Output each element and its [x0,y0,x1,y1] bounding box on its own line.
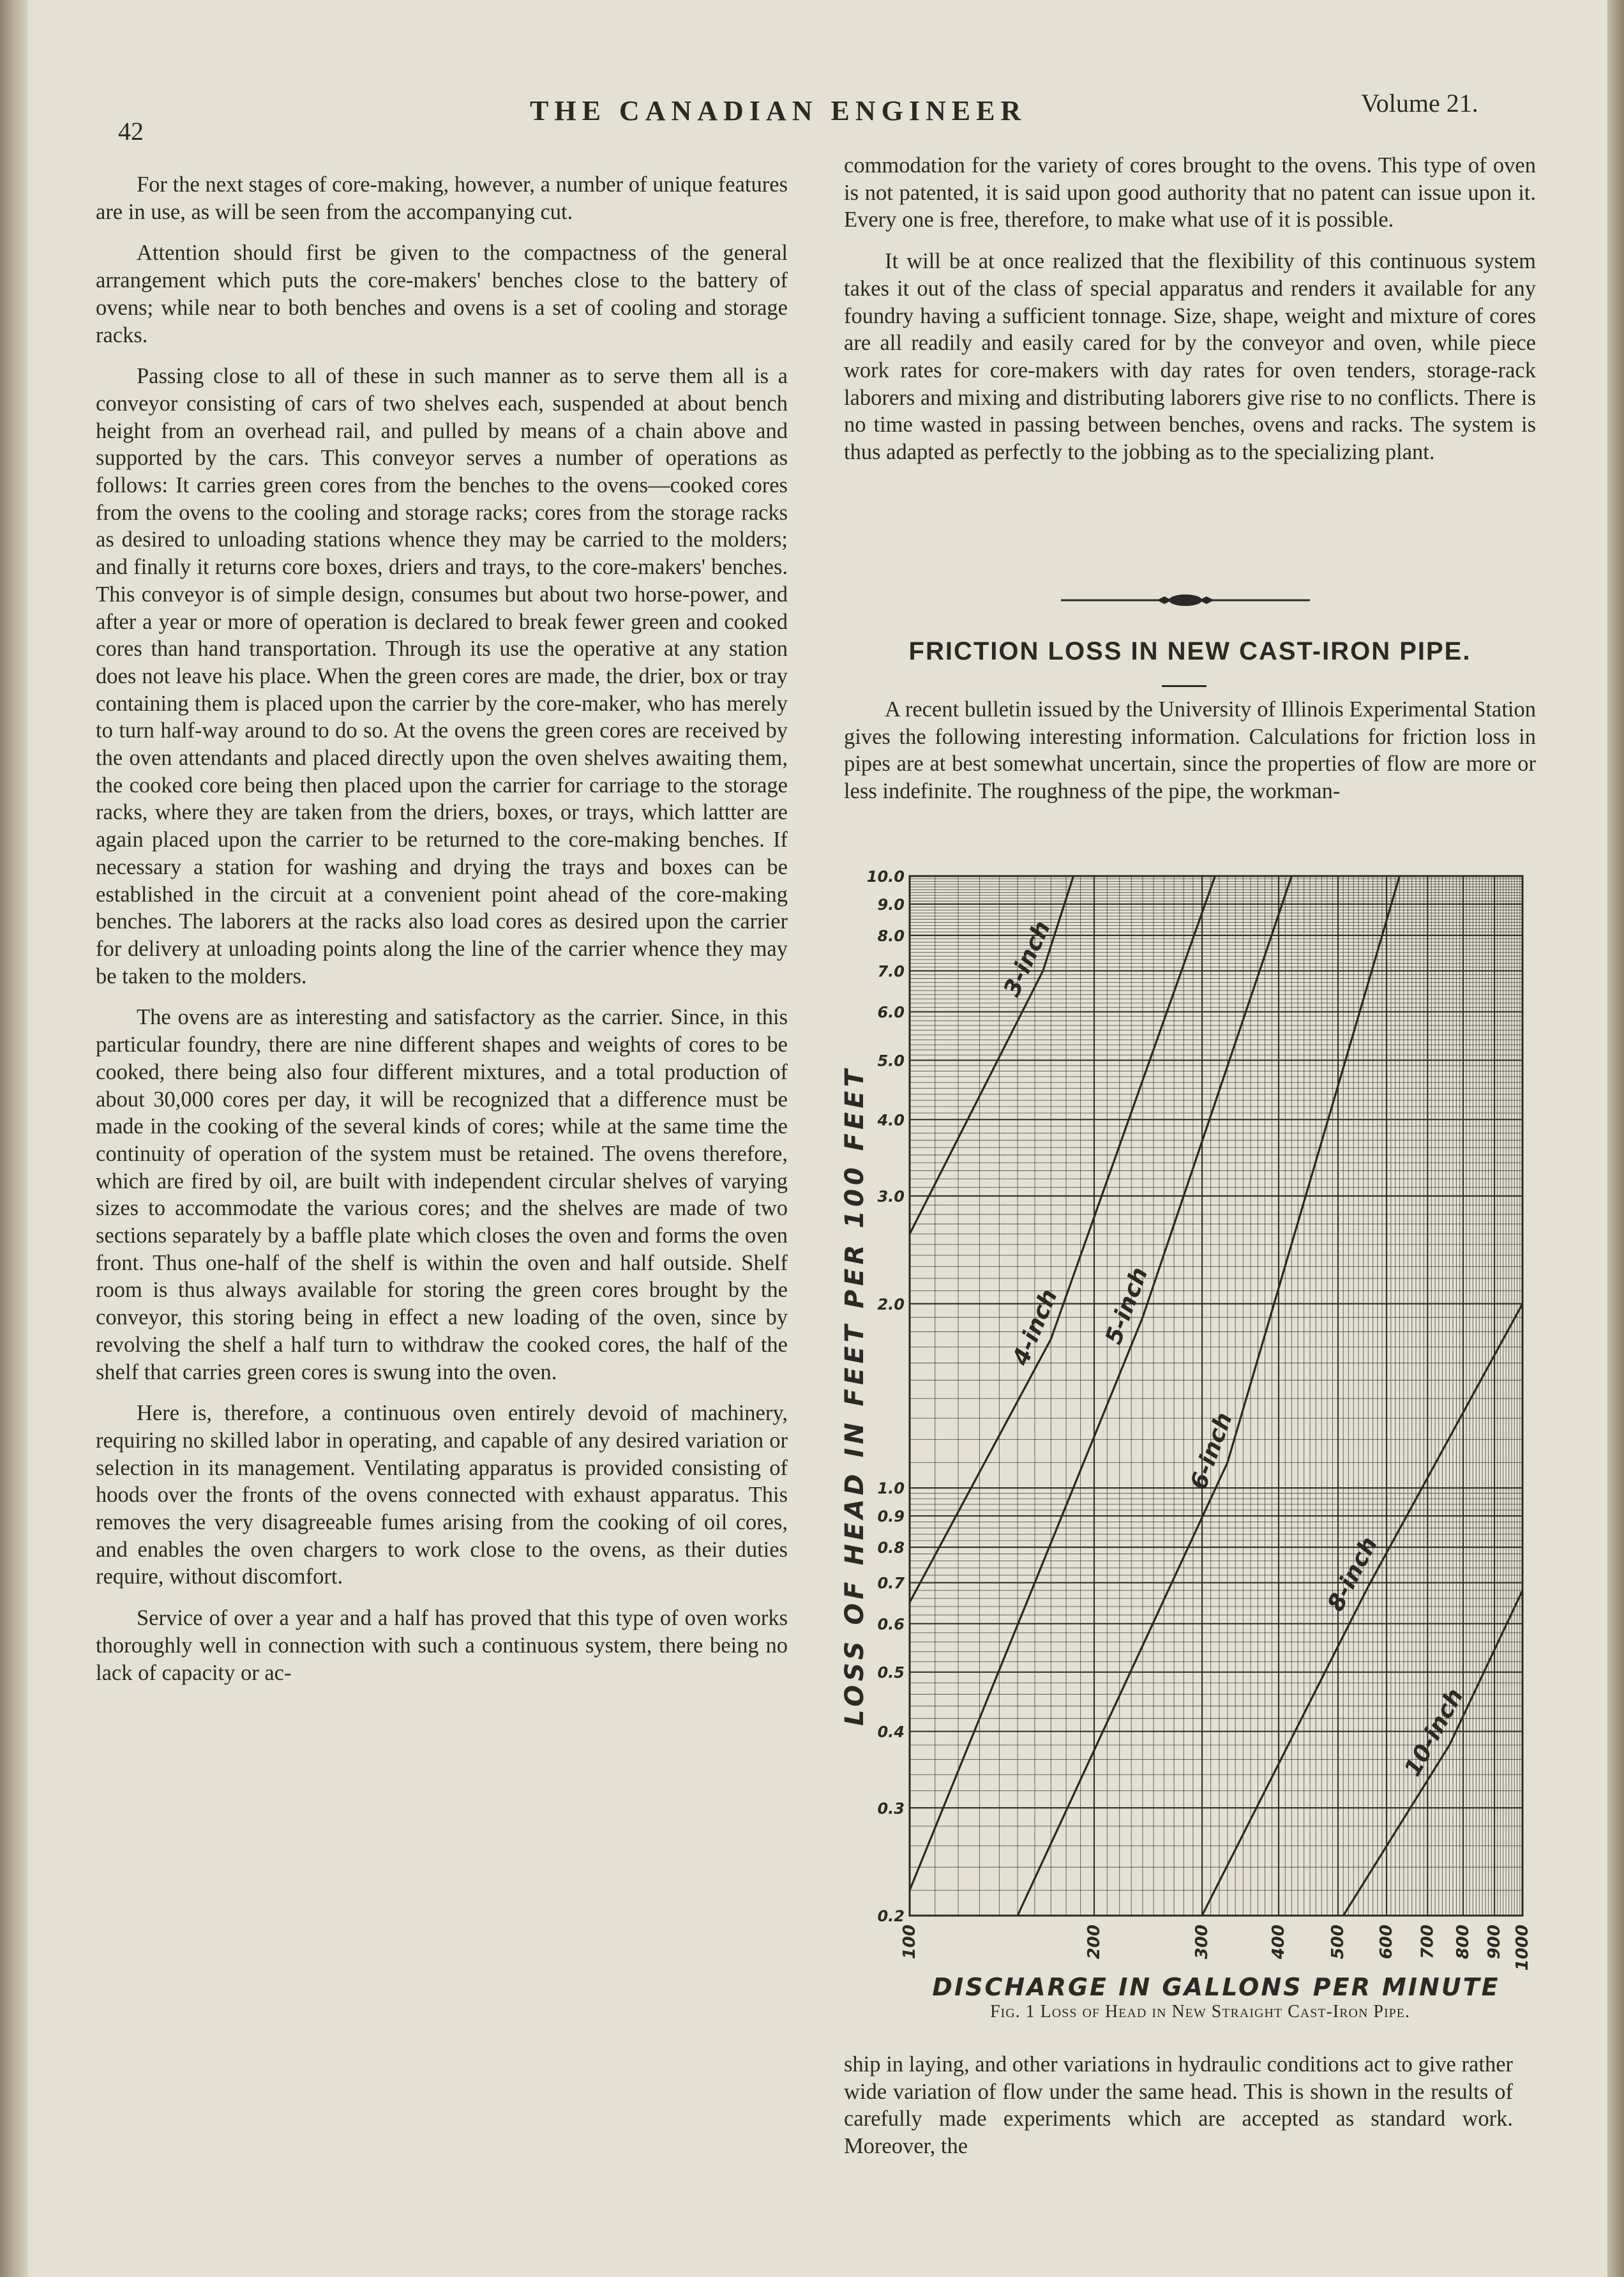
series-label: 8-inch [1322,1532,1383,1616]
y-tick-label: 2.0 [877,1295,905,1313]
paragraph-continuation: ship in laying, and other variations in hydraulic conditions act to give rather wide variation of flow under the same head. This is shown in the results of carefully made experiments which are accepted as standard work. Moreover, the [844,2052,1513,2159]
heading-rule [1162,685,1207,687]
y-tick-label: 0.9 [877,1508,905,1526]
y-tick-label: 0.7 [877,1574,905,1592]
y-tick-label: 8.0 [877,927,905,945]
right-column-top [844,152,1536,480]
y-tick-label: 6.0 [877,1003,905,1022]
right-column-bottom [844,2051,1513,2174]
page-number: 42 [118,117,144,146]
page-edge-shadow [1607,0,1624,2277]
x-tick-label: 700 [1418,1925,1438,1960]
x-tick-label: 600 [1377,1925,1397,1960]
paragraph: Service of over a year and a half has proved that this type of oven works thoroughly well in connection with such a continuous system, there being no lack of capacity or ac- [96,1606,788,1685]
x-axis-title: DISCHARGE IN GALLONS PER MINUTE [932,1973,1500,2001]
y-tick-label: 3.0 [877,1188,905,1206]
y-tick-label: 10.0 [866,868,905,886]
x-tick-label: 300 [1192,1925,1212,1960]
y-tick-label: 0.4 [877,1723,905,1741]
y-tick-label: 1.0 [877,1479,905,1498]
article-intro: A recent bulletin issued by the University of Illinois Experimental Station gives the following interesting information. Calculations for friction loss in pipes are at best somewhat uncertain, since the properties of flow are more or less indefinite. The roughness of the pipe, the workman- [844,697,1536,804]
series-line-8-inch [1202,1304,1522,1916]
y-tick-label: 5.0 [877,1052,905,1070]
volume-label: Volume 21. [1361,89,1478,117]
y-tick-label: 0.5 [877,1663,905,1682]
paragraph: It will be at once realized that the flexibility of this continuous system takes it out of the class of special apparatus and renders it available for any foundry having a sufficient tonnage. Size, shape, weight and mixture of cores are all readily and easily cared for by the conveyor and oven, while piece work rates for core-makers with day rates for oven tenders, storage-rack laborers and mixing and distributing laborers give rise to no conflicts. There is no time wasted in passing between benches, ovens and racks. The system is thus adapted as perfectly to the jobbing as to the specializing plant. [844,249,1536,465]
article-intro-block [844,696,1536,819]
running-title: THE CANADIAN ENGINEER [530,95,1027,126]
x-tick-label: 200 [1084,1925,1104,1960]
series-label: 6-inch [1185,1409,1238,1494]
chart-labels [840,868,1532,2001]
y-tick-label: 0.6 [877,1615,905,1633]
series-label: 5-inch [1101,1264,1154,1348]
paragraph: For the next stages of core-making, however, a number of unique features are in use, as will be seen from the accompanying cut. [96,172,788,224]
section-ornament [1061,587,1310,613]
figure-caption: Fig. 1 Loss of Head in New Straight Cast-Iron Pipe. [989,2002,1411,2022]
series-label: 4-inch [1007,1285,1063,1370]
paragraph: The ovens are as interesting and satisfactory as the carrier. Since, in this particular foundry, there are nine different shapes and weights of cores to be cooked, there being also four different mixtures, and a total production of about 30,000 cores per day, it will be recognized that a difference must be made in the cooking of the several kinds of cores; while at the same time the continuity of operation of the system must be retained. The ovens therefore, which are fired by oil, are built with independent circular shelves of varying sizes to accommodate the various cores; and the shelves are made of two sections separately by a baffle plate which closes the oven and forms the oven front. Thus one-half of the shelf is within the oven and half outside. Shelf room is thus always available for storing the green cores brought by the conveyor, this storing being in effect a new loading of the oven, since by revolving the shelf a half turn to withdraw the cooked cores, the half of the shelf that carries green cores is swung into the oven. [96,1005,788,1384]
left-column [96,171,788,1700]
friction-loss-chart [840,849,1538,2001]
y-tick-label: 0.2 [877,1907,905,1925]
y-tick-label: 4.0 [877,1111,905,1130]
y-tick-label: 7.0 [877,962,905,981]
x-tick-label: 500 [1328,1925,1348,1960]
x-tick-label: 800 [1453,1925,1473,1960]
x-tick-label: 1000 [1513,1925,1532,1971]
paragraph: Passing close to all of these in such manner as to serve them all is a conveyor consisting of cars of two shelves each, suspended at about bench height from an overhead rail, and pulled by means of a chain above and supported by the cars. This conveyor serves a number of operations as follows: It carries green cores from the benches to the ovens—cooked cores from the ovens to the cooling and storage racks; cores from the storage racks as desired to unloading stations whence they may be carried to the molders; and finally it returns core boxes, driers and trays, to the core-makers' benches. This conveyor is of simple design, consumes but about two horse-power, and after a year or more of operation is declared to break fewer green and cooked cores than hand transportation. Through its use the operative at any station does not leave his place. When the green cores are made, the drier, box or tray containing them is placed upon the carrier by the core-maker, who has merely to turn half-way around to do so. At the ovens the green cores are received by the oven attendants and placed directly upon the oven shelves awaiting them, the cooked core being then placed upon the carrier for carriage to the storage racks, where they are taken from the driers, boxes, or trays, which lattter are again placed upon the carrier to be returned to the core-making benches. If necessary a station for washing and drying the trays and boxes can be established in the circuit at a convenient point ahead of the core-making benches. The laborers at the racks also load cores as desired upon the carrier for delivery at unloading points along the line of the carrier whence they may be taken to the molders. [96,364,788,988]
y-tick-label: 0.8 [877,1539,905,1557]
y-tick-label: 9.0 [877,895,905,914]
y-tick-label: 0.3 [877,1799,905,1818]
paragraph-continuation: commodation for the variety of cores brought to the ovens. This type of oven is not patented, it is said upon good authority that no patent can issue upon it. Every one is free, therefore, to make what use of it is possible. [844,153,1536,232]
series-label: 10-inch [1399,1684,1469,1781]
series-label: 3-inch [998,917,1056,1001]
paragraph: Here is, therefore, a continuous oven entirely devoid of machinery, requiring no skilled labor in operating, and capable of any desired variation or selection in its management. Ventilating apparatus is provided consisting of hoods over the fronts of the ovens connected with exhaust apparatus. This removes the very disagreeable fumes arising from the cooking of oil cores, and enables the oven chargers to work close to the ovens, as their duties require, without discomfort. [96,1401,788,1589]
x-tick-label: 100 [900,1925,919,1960]
x-tick-label: 900 [1485,1925,1505,1960]
book-spine-shadow [0,0,28,2277]
y-axis-title: LOSS OF HEAD IN FEET PER 100 FEET [840,1066,869,1726]
article-heading: FRICTION LOSS IN NEW CAST-IRON PIPE. [908,637,1471,665]
x-tick-label: 400 [1268,1925,1288,1960]
paragraph: Attention should first be given to the compactness of the general arrangement which puts the core-makers' benches close to the battery of ovens; while near to both benches and ovens is a set of cooling and storage racks. [96,241,788,347]
